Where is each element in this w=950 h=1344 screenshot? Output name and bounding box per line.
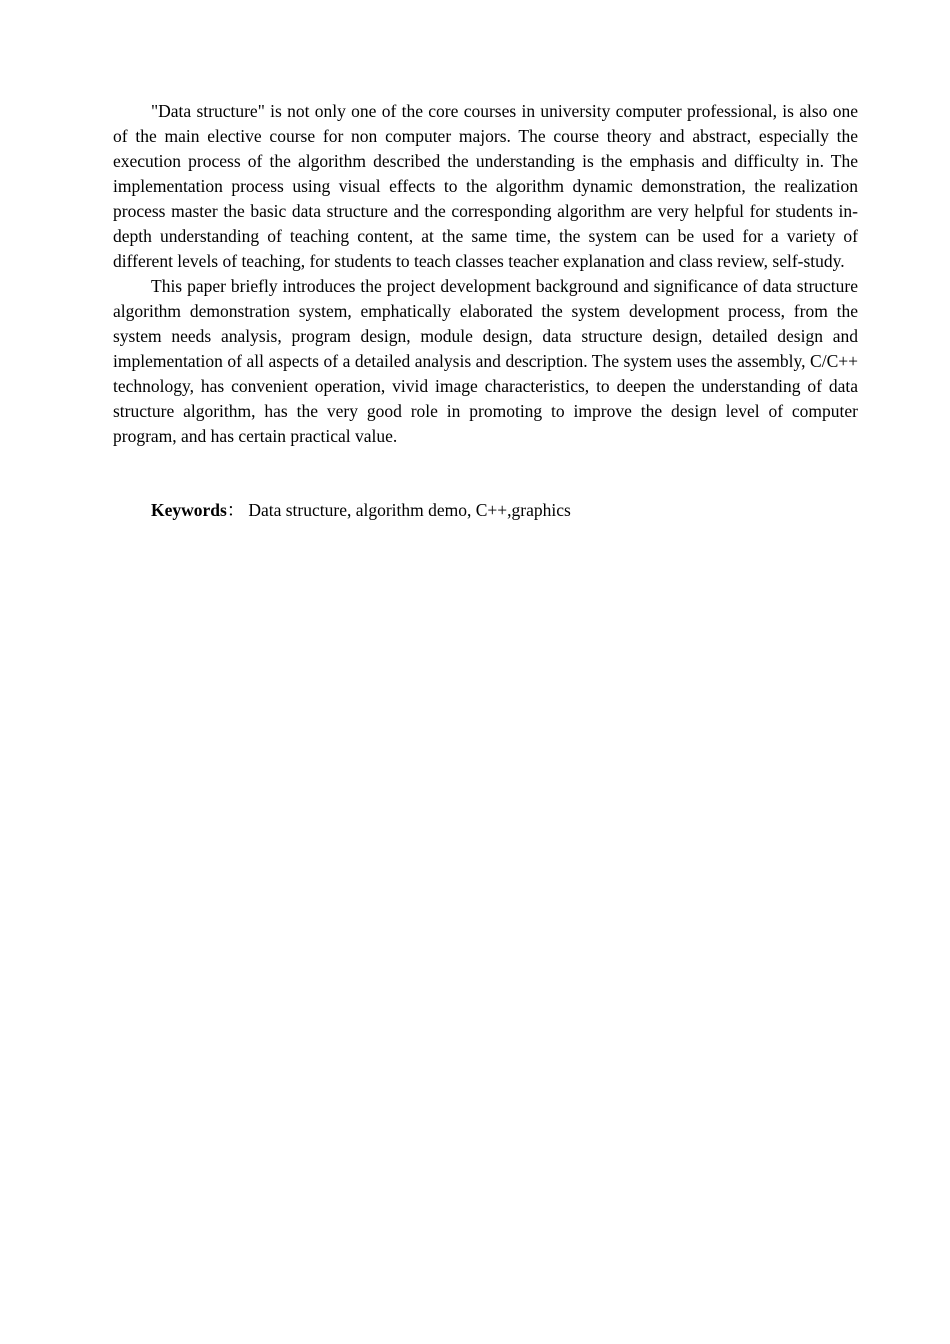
keywords-line <box>151 498 858 523</box>
keywords-value: Data structure, algorithm demo, C++,graphics <box>248 500 571 520</box>
keywords-separator: ： <box>226 500 245 520</box>
abstract-paragraph-2: This paper briefly introduces the project development background and significance of data structure algorithm demonstration system, emphatically elaborated the system development process, from the system needs analysis, program design, module design, data structure design, detailed design and implementation of all aspects of a detailed analysis and description. The system uses the assembly, C/C++ technology, has convenient operation, vivid image characteristics, to deepen the understanding of data structure algorithm, has the very good role in promoting to improve the design level of computer program, and has certain practical value. <box>113 276 858 446</box>
abstract-paragraph-1: "Data structure" is not only one of the core courses in university computer professional, is also one of the main elective course for non computer majors. The course theory and abstract, especially the execution process of the algorithm described the understanding is the emphasis and difficulty in. The implementation process using visual effects to the algorithm dynamic demonstration, the realization process master the basic data structure and the corresponding algorithm are very helpful for students in-depth understanding of teaching content, at the same time, the system can be used for a variety of different levels of teaching, for students to teach classes teacher explanation and class review, self-study. <box>113 101 858 271</box>
abstract-body <box>113 99 858 449</box>
keywords-label: Keywords <box>151 500 227 520</box>
